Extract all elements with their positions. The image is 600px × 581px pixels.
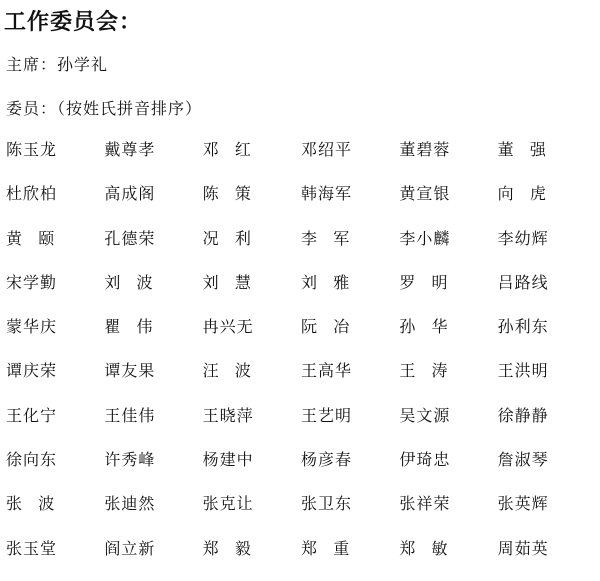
member-name: 周茹英 (497, 538, 549, 558)
member-name: 徐静静 (497, 405, 549, 425)
member-name: 徐向东 (6, 450, 58, 470)
member-name: 宋学勤 (6, 272, 58, 292)
member-name: 许秀峰 (104, 450, 156, 470)
member-name: 韩海军 (301, 184, 353, 204)
member-name: 张克让 (202, 494, 254, 514)
member-name: 冉兴无 (202, 317, 254, 337)
member-name (203, 227, 301, 271)
member-name: 王化宁 (6, 405, 58, 425)
member-name-given: 虎 (529, 184, 547, 204)
member-name-surname: 瞿 (104, 317, 122, 337)
member-name: 王艺明 (301, 405, 353, 425)
member-name-surname: 黄 (6, 228, 24, 248)
member-name (399, 537, 497, 581)
member-name-given: 波 (234, 361, 252, 381)
member-name (6, 492, 104, 536)
chair-name: 孙学礼 (57, 55, 109, 74)
member-name: 王晓萍 (202, 405, 254, 425)
member-name (498, 182, 596, 226)
member-name: 邓绍平 (301, 140, 353, 159)
member-name: 杨彦春 (301, 450, 353, 470)
member-name: 李小麟 (399, 228, 451, 248)
member-name: 张英辉 (497, 494, 549, 514)
member-name: 张迪然 (104, 494, 156, 514)
member-name: 王佳伟 (104, 405, 156, 425)
member-name-given: 波 (136, 272, 154, 292)
member-name-surname: 刘 (104, 272, 122, 292)
member-name-given: 涛 (431, 361, 449, 381)
member-name: 高成阁 (104, 184, 156, 204)
member-name-given: 波 (38, 494, 56, 514)
member-name-surname: 刘 (202, 272, 220, 292)
member-name: 伊琦忠 (399, 450, 451, 470)
member-name-given: 军 (333, 228, 351, 248)
member-name-given: 重 (333, 538, 351, 558)
member-name-surname: 陈 (202, 184, 220, 204)
member-name-given: 伟 (136, 317, 154, 337)
member-name-surname: 汪 (202, 361, 220, 381)
member-name (203, 359, 301, 403)
member-name: 董碧蓉 (399, 140, 451, 159)
member-name: 王高华 (301, 361, 353, 381)
member-name: 黄宣银 (399, 184, 451, 204)
member-name (399, 271, 497, 315)
member-name-surname: 李 (301, 228, 319, 248)
member-name-surname: 董 (497, 140, 515, 159)
member-name-surname: 张 (6, 494, 24, 514)
member-name-given: 颐 (38, 228, 56, 248)
member-name: 詹淑琴 (497, 450, 549, 470)
member-name (6, 227, 104, 271)
member-name-given: 冶 (333, 317, 351, 337)
member-name: 张玉堂 (6, 538, 58, 558)
member-name: 孔德荣 (104, 228, 156, 248)
member-name: 王洪明 (497, 361, 549, 381)
member-name (203, 138, 301, 182)
member-name-surname: 况 (202, 228, 220, 248)
member-name: 戴尊孝 (104, 140, 156, 159)
member-name-surname: 郑 (202, 538, 220, 558)
member-name-surname: 孙 (399, 317, 417, 337)
member-name-surname: 邓 (202, 140, 220, 159)
member-name: 阎立新 (104, 538, 156, 558)
member-name-given: 敏 (431, 538, 449, 558)
member-name-given: 红 (234, 140, 252, 159)
member-name-surname: 郑 (301, 538, 319, 558)
members-label: 委员：（按姓氏拼音排序） (6, 99, 203, 118)
member-name-given: 雅 (333, 272, 351, 292)
member-name (301, 315, 399, 359)
member-name: 谭庆荣 (6, 361, 58, 381)
member-name (301, 271, 399, 315)
member-name-surname: 阮 (301, 317, 319, 337)
member-name (301, 227, 399, 271)
member-name: 吴文源 (399, 405, 451, 425)
member-name-given: 华 (431, 317, 449, 337)
member-name-surname: 向 (497, 184, 515, 204)
member-name: 杜欣柏 (6, 184, 58, 204)
member-name: 张卫东 (301, 494, 353, 514)
member-name: 孙利东 (497, 317, 549, 337)
member-name-surname: 王 (399, 361, 417, 381)
member-name-surname: 刘 (301, 272, 319, 292)
member-name-surname: 罗 (399, 272, 417, 292)
member-name: 吕路线 (497, 272, 549, 292)
member-name-surname: 郑 (399, 538, 417, 558)
member-name-given: 明 (431, 272, 449, 292)
chair-line (6, 52, 108, 75)
member-name (203, 537, 301, 581)
committee-title: 工作委员会： (4, 10, 143, 35)
member-name-grid (6, 138, 596, 581)
member-name-given: 强 (529, 140, 547, 159)
member-name: 张祥荣 (399, 494, 451, 514)
member-name: 李幼辉 (497, 228, 549, 248)
member-name (104, 271, 202, 315)
member-name (498, 138, 596, 182)
member-name (399, 359, 497, 403)
member-name: 谭友果 (104, 361, 156, 381)
member-name: 蒙华庆 (6, 317, 58, 337)
member-name (104, 315, 202, 359)
member-name-given: 慧 (234, 272, 252, 292)
member-name (399, 315, 497, 359)
member-name-given: 利 (234, 228, 252, 248)
member-name-given: 毅 (234, 538, 252, 558)
chair-label: 主席： (6, 55, 58, 74)
member-name-given: 策 (234, 184, 252, 204)
member-name: 陈玉龙 (6, 140, 58, 159)
member-name: 杨建中 (202, 450, 254, 470)
member-name (203, 182, 301, 226)
member-name (203, 271, 301, 315)
member-name (301, 537, 399, 581)
